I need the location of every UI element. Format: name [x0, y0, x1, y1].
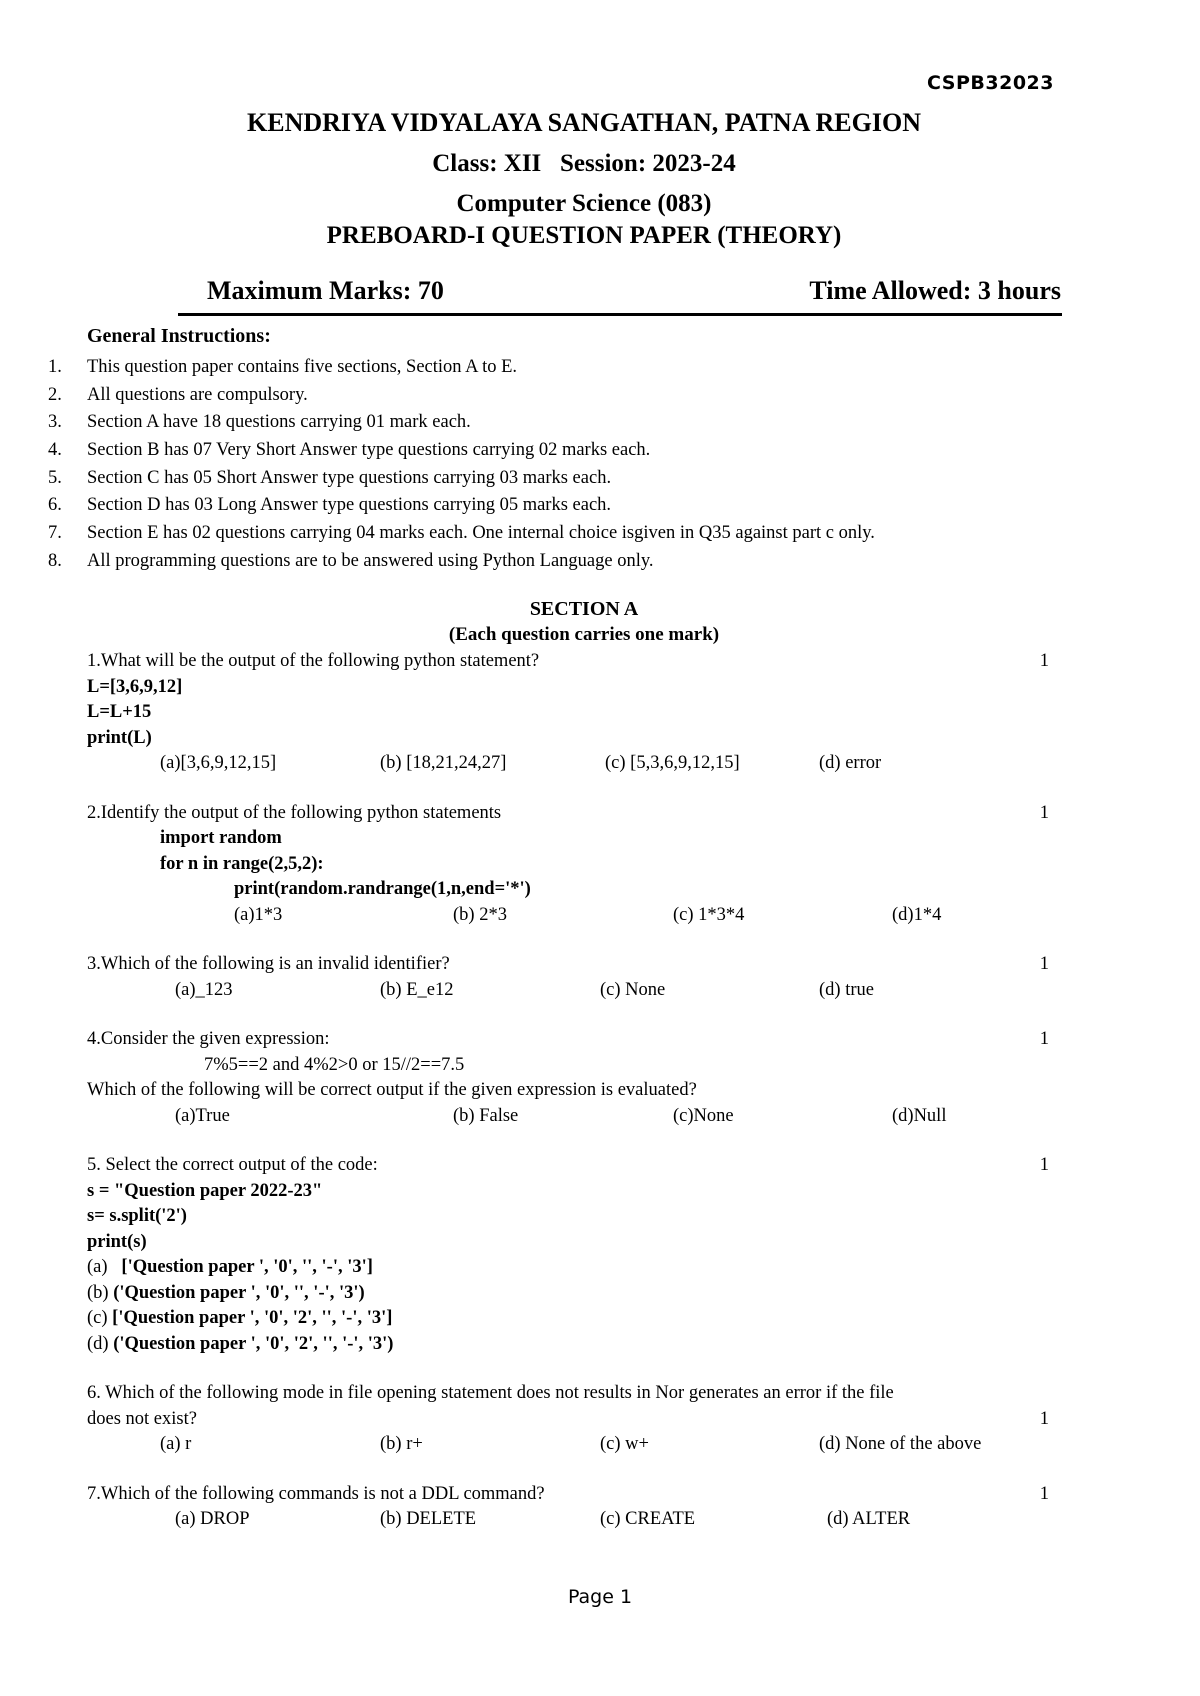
class-session: Class: XII Session: 2023-24 [432, 150, 736, 177]
question-5 [87, 1153, 1049, 1357]
subject-title: Computer Science (083) [456, 190, 712, 217]
section-subtitle: (Each question carries one mark) [448, 624, 720, 645]
question-1 [87, 649, 1049, 777]
question-text: 1.What will be the output of the following python statement? [87, 651, 540, 671]
instruction-item [48, 548, 1068, 576]
instruction-item [48, 382, 1068, 410]
code-line: s= s.split('2') [87, 1206, 187, 1226]
option-label: (a) [87, 1257, 108, 1277]
option-b: (b) 2*3 [453, 904, 507, 925]
options-row [87, 751, 1049, 777]
option-value: ('Question paper ', '0', '2', '', '-', '3') [113, 1333, 394, 1354]
question-text: 7.Which of the following commands is not a DDL command? [87, 1483, 545, 1504]
paper-type: PREBOARD-I QUESTION PAPER (THEORY) [326, 222, 842, 249]
option-d [87, 1332, 1049, 1358]
question-mark: 1 [1039, 802, 1049, 823]
instruction-item [48, 465, 1068, 493]
instruction-text: All questions are compulsory. [87, 384, 308, 405]
instruction-text: Section C has 05 Short Answer type questions carrying 03 marks each. [87, 467, 612, 488]
question-3 [87, 952, 1049, 1003]
organization-title: KENDRIYA VIDYALAYA SANGATHAN, PATNA REGION [247, 108, 921, 137]
option-a: (a) r [160, 1434, 192, 1454]
instruction-number: 3. [48, 412, 62, 433]
question-text-line2: does not exist? [87, 1408, 197, 1429]
option-b: (b) False [453, 1105, 519, 1126]
code-line: L=[3,6,9,12] [87, 676, 183, 697]
question-text: 6. Which of the following mode in file opening statement does not results in Nor generates an error if the file [87, 1383, 894, 1403]
instruction-number: 4. [48, 440, 62, 461]
option-a: (a)1*3 [234, 904, 283, 925]
page-number: Page 1 [567, 1586, 633, 1608]
instruction-text: This question paper contains five sections, Section A to E. [87, 357, 518, 377]
paper-code: CSPB32023 [927, 72, 1054, 94]
question-text: 5. Select the correct output of the code: [87, 1155, 378, 1175]
code-line: print(random.randrange(1,n,end='*') [234, 879, 531, 899]
question-7 [87, 1482, 1049, 1533]
options-row [87, 1104, 1049, 1130]
instruction-number: 2. [48, 384, 62, 405]
option-d: (d) ALTER [827, 1509, 911, 1529]
code-line: L=L+15 [87, 702, 152, 722]
question-mark: 1 [1039, 954, 1049, 974]
question-text: 4.Consider the given expression: [87, 1029, 330, 1049]
question-6 [87, 1381, 1049, 1458]
header-divider [178, 313, 1062, 316]
option-a: (a)True [175, 1105, 230, 1126]
instruction-number: 5. [48, 467, 62, 488]
instruction-number: 6. [48, 495, 62, 516]
instruction-item [48, 520, 1068, 548]
option-c: (c) 1*3*4 [673, 904, 745, 925]
code-line: for n in range(2,5,2): [160, 853, 324, 874]
question-mark: 1 [1039, 1155, 1049, 1175]
option-b: (b) E_e12 [380, 979, 454, 1000]
code-line-print: print(L) [87, 727, 152, 748]
options-row [87, 1432, 1049, 1458]
section-title: SECTION A [529, 598, 639, 620]
instruction-text: Section B has 07 Very Short Answer type questions carrying 02 marks each. [87, 440, 651, 461]
option-d: (d) true [819, 979, 874, 1000]
question-2 [87, 801, 1049, 929]
option-a [87, 1255, 1049, 1281]
option-c: (c) None [600, 979, 666, 1000]
option-c: (c) CREATE [600, 1509, 696, 1529]
question-mark: 1 [1039, 1483, 1049, 1504]
option-label: (c) [87, 1308, 108, 1328]
option-b [87, 1281, 1049, 1307]
question-mark: 1 [1039, 1029, 1049, 1049]
instruction-item [48, 354, 1068, 382]
question-mark: 1 [1039, 651, 1049, 671]
option-b: (b) [18,21,24,27] [380, 753, 507, 773]
questions-area [87, 649, 1049, 1533]
option-value: ('Question paper ', '0', '', '-', '3') [113, 1282, 365, 1303]
instruction-text: Section D has 03 Long Answer type questions carrying 05 marks each. [87, 495, 612, 516]
instruction-number: 7. [48, 523, 62, 544]
code-line: s = "Question paper 2022-23" [87, 1180, 323, 1201]
question-text: 2.Identify the output of the following python statements [87, 802, 502, 823]
instruction-number: 1. [48, 357, 62, 377]
option-c: (c) [5,3,6,9,12,15] [605, 753, 740, 773]
option-c [87, 1306, 1049, 1332]
option-value: ['Question paper ', '0', '', '-', '3'] [121, 1257, 373, 1277]
question-mark: 1 [1039, 1408, 1049, 1429]
option-d: (d) error [819, 753, 882, 773]
option-d: (d)Null [892, 1105, 947, 1126]
option-a: (a) DROP [175, 1509, 250, 1529]
instruction-item [48, 437, 1068, 465]
instruction-text: All programming questions are to be answered using Python Language only. [87, 550, 654, 571]
options-row [87, 903, 1049, 929]
option-c: (c) w+ [600, 1434, 649, 1454]
code-line: import random [160, 828, 282, 848]
code-line [87, 726, 1049, 752]
instruction-text: Section A have 18 questions carrying 01 mark each. [87, 412, 471, 433]
option-a: (a)_123 [175, 979, 233, 1000]
option-c: (c)None [673, 1105, 734, 1126]
expression: 7%5==2 and 4%2>0 or 15//2==7.5 [204, 1054, 465, 1075]
question-4 [87, 1027, 1049, 1129]
instruction-number: 8. [48, 550, 62, 571]
time-allowed: Time Allowed: 3 hours [809, 276, 1061, 305]
option-label: (d) [87, 1333, 109, 1354]
code-line: print(s) [87, 1231, 147, 1252]
instructions-list [48, 354, 1068, 576]
option-d: (d)1*4 [892, 904, 942, 925]
instructions-title: General Instructions: [87, 325, 271, 347]
question-text-continued [87, 1407, 1049, 1433]
instruction-text: Section E has 02 questions carrying 04 marks each. One internal choice isgiven in Q35 against part c only. [87, 523, 875, 544]
option-d: (d) None of the above [819, 1434, 982, 1454]
options-row [87, 1507, 1049, 1533]
option-b: (b) r+ [380, 1434, 423, 1454]
maximum-marks: Maximum Marks: 70 [207, 276, 444, 305]
question-text: 3.Which of the following is an invalid identifier? [87, 954, 450, 974]
question-prompt: Which of the following will be correct output if the given expression is evaluated? [87, 1080, 697, 1100]
option-a: (a)[3,6,9,12,15] [160, 753, 277, 773]
option-b: (b) DELETE [380, 1509, 477, 1529]
instruction-item [48, 409, 1068, 437]
option-value: ['Question paper ', '0', '2', '', '-', '3'] [112, 1308, 393, 1328]
option-label: (b) [87, 1282, 109, 1303]
instruction-item [48, 492, 1068, 520]
options-row [87, 978, 1049, 1004]
